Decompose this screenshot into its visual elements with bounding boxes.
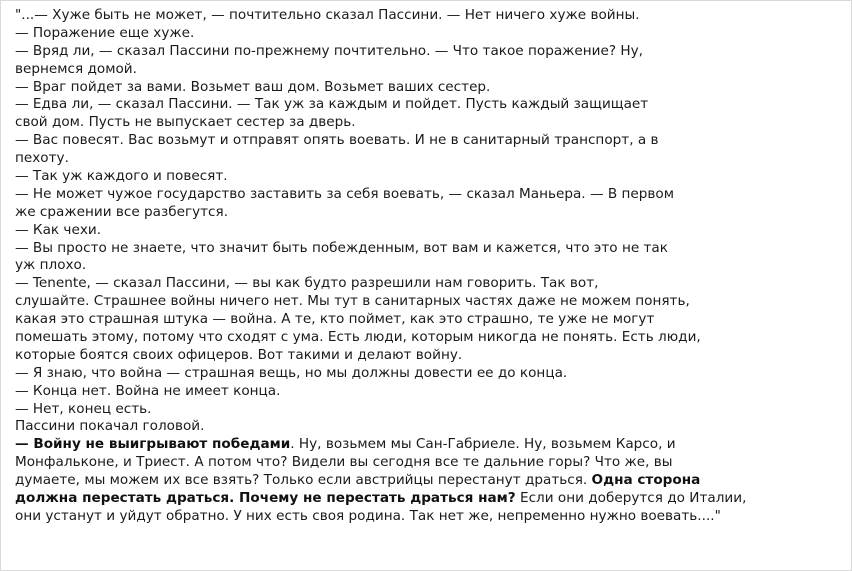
text-line [15, 43, 843, 61]
text-line [15, 79, 843, 97]
text-segment: — Tenente, — сказал Пассини, — вы как будто разрешили нам говорить. Так вот, [15, 275, 599, 292]
text-line [15, 150, 843, 168]
text-segment: — Я знаю, что война — страшная вещь, но мы должны довести ее до конца. [15, 364, 568, 381]
text-line [15, 454, 843, 472]
text-segment: пехоту. [15, 150, 69, 167]
text-segment: — Поражение еще хуже. [15, 24, 195, 41]
text-line [15, 114, 843, 132]
text-segment: — Не может чужое государство заставить за себя воевать, — сказал Маньера. — В первом [15, 185, 674, 202]
text-segment: . Ну, возьмем мы Сан-Габриеле. Ну, возьмем Карсо, и [290, 436, 676, 453]
bold-text-segment: Войну не выигрывают победами [33, 436, 291, 453]
text-segment: — Конца нет. Война не имеет конца. [15, 382, 281, 399]
text-segment: вернемся домой. [15, 60, 137, 77]
bold-text-segment: — [15, 436, 34, 453]
text-segment: же сражении все разбегутся. [15, 203, 229, 220]
text-segment: — Как чехи. [15, 221, 102, 238]
text-line [15, 311, 843, 329]
text-segment: уж плохо. [15, 257, 87, 274]
text-line [15, 222, 843, 240]
text-line [15, 293, 843, 311]
text-segment: помешать этому, потому что сходят с ума. Есть люди, которым никогда не понять. Есть люди, [15, 329, 701, 346]
text-line [15, 365, 843, 383]
text-segment: какая это страшная штука — война. А те, кто поймет, как это страшно, те уже не могут [15, 311, 655, 328]
text-line [15, 383, 843, 401]
text-segment: — Вы просто не знаете, что значит быть побежденным, вот вам и кажется, что это не так [15, 239, 668, 256]
text-segment: которые боятся своих офицеров. Вот такими и делают войну. [15, 346, 463, 363]
text-line [15, 25, 843, 43]
text-line [15, 508, 843, 526]
text-line [15, 7, 843, 25]
bold-text-segment: должна перестать драться. Почему не перестать драться нам? [15, 490, 516, 507]
text-line [15, 257, 843, 275]
text-line [15, 204, 843, 222]
text-line [15, 186, 843, 204]
text-segment: — Враг пойдет за вами. Возьмет ваш дом. Возьмет ваших сестер. [15, 78, 491, 95]
text-line [15, 472, 843, 490]
text-segment: свой дом. Пусть не выпускает сестер за дверь. [15, 114, 356, 131]
text-line [15, 418, 843, 436]
text-segment: Пассини покачал головой. [15, 418, 205, 435]
text-line [15, 401, 843, 419]
text-line [15, 96, 843, 114]
text-segment: — Едва ли, — сказал Пассини. — Так уж за каждым и пойдет. Пусть каждый защищает [15, 96, 649, 113]
text-segment: — Вряд ли, — сказал Пассини по-прежнему почтительно. — Что такое поражение? Ну, [15, 42, 643, 59]
text-line [15, 329, 843, 347]
text-line [15, 490, 843, 508]
text-line [15, 61, 843, 79]
text-segment: — Так уж каждого и повесят. [15, 168, 228, 185]
text-line [15, 168, 843, 186]
quote-text [15, 7, 843, 526]
text-segment: они устанут и уйдут обратно. У них есть своя родина. Так нет же, непременно нужно воевать...." [15, 507, 721, 524]
text-segment: — Нет, конец есть. [15, 400, 152, 417]
text-segment: думаете, мы можем их все взять? Только если австрийцы перестанут драться. [15, 472, 592, 489]
text-segment: Монфальконе, и Триест. А потом что? Видели вы сегодня все те дальние горы? Что же, вы [15, 454, 673, 471]
text-line [15, 436, 843, 454]
text-segment: — Вас повесят. Вас возьмут и отправят опять воевать. И не в санитарный транспорт, а в [15, 132, 659, 149]
text-segment: "...— Хуже быть не может, — почтительно сказал Пассини. — Нет ничего хуже войны. [15, 7, 640, 23]
text-line [15, 275, 843, 293]
text-segment: слушайте. Страшнее войны ничего нет. Мы тут в санитарных частях даже не можем понять, [15, 293, 690, 310]
text-line [15, 240, 843, 258]
text-segment: Если они доберутся до Италии, [515, 490, 747, 507]
text-line [15, 347, 843, 365]
text-line [15, 132, 843, 150]
bold-text-segment: Одна сторона [591, 472, 701, 489]
